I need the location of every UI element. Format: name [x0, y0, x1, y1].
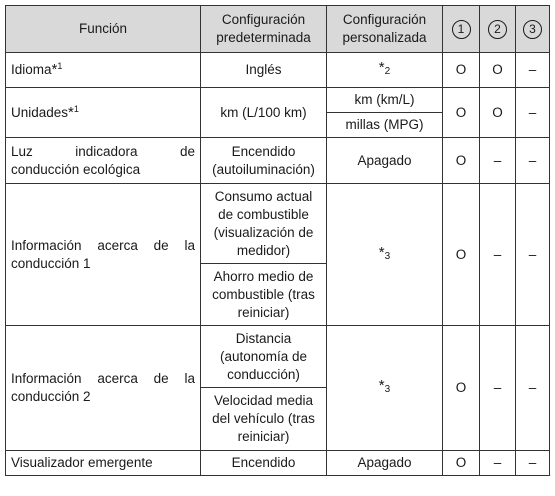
col1-cell: O — [443, 326, 480, 451]
col3-cell: – — [516, 326, 550, 451]
col3-cell: – — [516, 451, 550, 476]
col2-cell: – — [480, 184, 516, 326]
function-cell: Información acerca de la conducción 1 — [6, 184, 201, 326]
col1-cell: O — [443, 138, 480, 184]
custom-cell-b: millas (MPG) — [327, 113, 443, 138]
circled-1: 1 — [452, 20, 471, 39]
table-row — [6, 88, 550, 113]
default-cell-b: Velocidad media del vehículo (tras reiniciar) — [201, 388, 327, 451]
table-row — [6, 138, 550, 184]
custom-cell: *3 — [327, 326, 443, 451]
function-cell: Idioma*$^1$ — [6, 53, 201, 88]
default-cell: Inglés — [201, 53, 327, 88]
custom-cell-a: km (km/L) — [327, 88, 443, 113]
col2-cell: – — [480, 451, 516, 476]
header-col3 — [516, 6, 550, 53]
table-row — [6, 326, 550, 388]
default-cell-a: Consumo actual de combustible (visualización de medidor) — [201, 184, 327, 264]
col1-cell: O — [443, 451, 480, 476]
custom-cell: *3 — [327, 184, 443, 326]
function-cell: Visualizador emergente — [6, 451, 201, 476]
function-cell: Luz indicadora de conducción ecológica — [6, 138, 201, 184]
col3-cell: – — [516, 53, 550, 88]
function-cell: Información acerca de la conducción 2 — [6, 326, 201, 451]
header-custom: Configuración personalizada — [327, 6, 443, 53]
default-cell: Encendido (autoiluminación) — [201, 138, 327, 184]
function-cell: Unidades*$^1$ — [6, 88, 201, 138]
custom-cell: Apagado — [327, 138, 443, 184]
table-row — [6, 53, 550, 88]
header-function: Función — [6, 6, 201, 53]
custom-cell: Apagado — [327, 451, 443, 476]
circled-3: 3 — [523, 20, 542, 39]
default-cell-a: Distancia (autonomía de conducción) — [201, 326, 327, 388]
settings-table — [5, 5, 550, 476]
col2-cell: O — [480, 88, 516, 138]
col3-cell: – — [516, 138, 550, 184]
header-col2 — [480, 6, 516, 53]
table-row — [6, 451, 550, 476]
custom-cell: *2 — [327, 53, 443, 88]
col3-cell: – — [516, 88, 550, 138]
circled-2: 2 — [488, 20, 507, 39]
col2-cell: – — [480, 326, 516, 451]
col3-cell: – — [516, 184, 550, 326]
col2-cell: O — [480, 53, 516, 88]
table-row — [6, 184, 550, 264]
col1-cell: O — [443, 53, 480, 88]
col2-cell: – — [480, 138, 516, 184]
header-row — [6, 6, 550, 53]
header-default: Configuración predeterminada — [201, 6, 327, 53]
header-col1 — [443, 6, 480, 53]
default-cell-b: Ahorro medio de combustible (tras reiniciar) — [201, 264, 327, 326]
col1-cell: O — [443, 88, 480, 138]
default-cell: Encendido — [201, 451, 327, 476]
default-cell: km (L/100 km) — [201, 88, 327, 138]
col1-cell: O — [443, 184, 480, 326]
